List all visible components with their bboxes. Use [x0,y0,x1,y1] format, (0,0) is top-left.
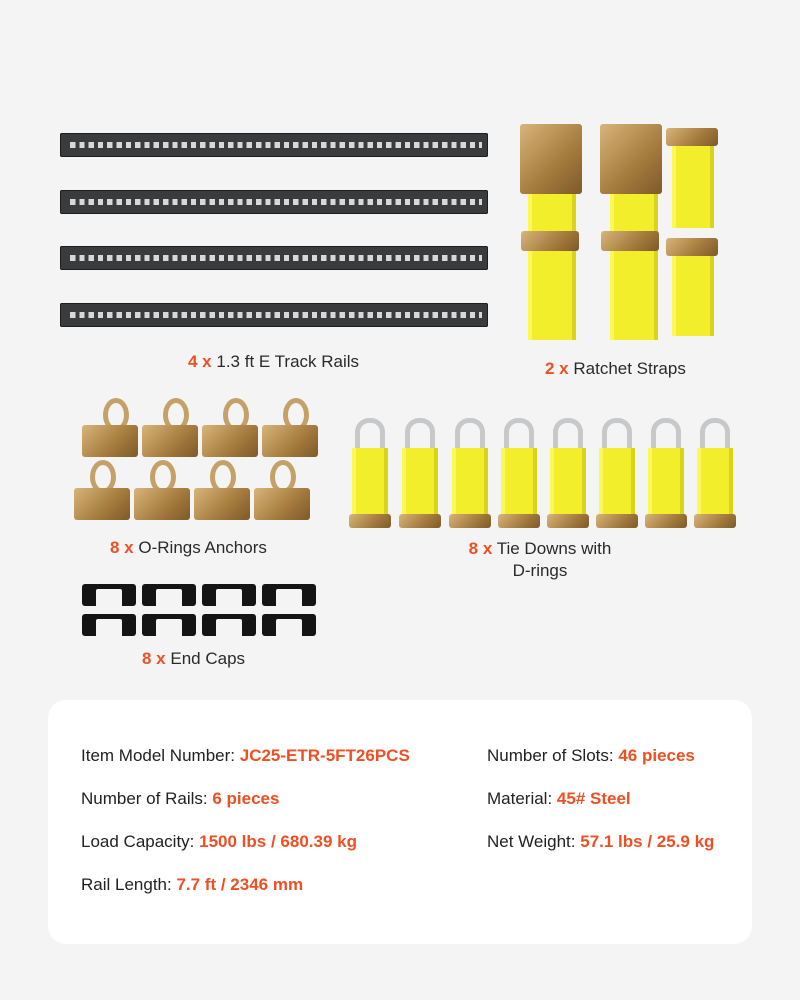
qty-label: 8 x [468,539,493,558]
e-fitting [547,514,589,528]
ratchet-strap [610,180,658,340]
tie-down-strap [697,448,733,516]
short-strap [672,140,714,228]
spec-label: Item Model Number: [81,746,240,765]
end-cap [202,614,256,636]
e-fitting [521,231,579,251]
caption-ratchet-straps [545,359,686,379]
item-label: O-Rings Anchors [138,538,267,557]
e-fitting [449,514,491,528]
e-fitting [498,514,540,528]
ratchet-mechanism [600,124,662,194]
spec-number-of-rails [81,789,279,809]
end-cap [82,614,136,636]
e-fitting [645,514,687,528]
spec-label: Net Weight: [487,832,581,851]
spec-number-of-slots [487,746,695,766]
specifications-card [48,700,752,944]
e-track-rail [60,303,488,327]
spec-rail-length [81,875,303,895]
spec-label: Number of Slots: [487,746,619,765]
caption-e-track-rails [188,352,359,372]
spec-label: Rail Length: [81,875,177,894]
e-fitting [666,128,718,146]
qty-label: 8 x [110,538,134,557]
ratchet-mechanism [520,124,582,194]
item-label: Tie Downs with [496,539,612,558]
e-fitting [349,514,391,528]
anchor-fitting [134,488,190,520]
caption-o-ring-anchors [110,538,267,558]
spec-value: 7.7 ft / 2346 mm [176,875,304,894]
e-fitting [666,238,718,256]
qty-label: 8 x [142,649,166,668]
spec-value: 1500 lbs / 680.39 kg [199,832,357,851]
item-label: End Caps [170,649,246,668]
e-fitting [694,514,736,528]
tie-down-strap [501,448,537,516]
spec-item-model-number [81,746,410,766]
anchor-fitting [262,425,318,457]
e-track-rail [60,190,488,214]
e-track-rail [60,246,488,270]
end-cap [262,614,316,636]
qty-label: 4 x [188,352,212,371]
item-label: Ratchet Straps [573,359,686,378]
anchor-fitting [74,488,130,520]
e-track-rail [60,133,488,157]
ratchet-strap [528,180,576,340]
e-fitting [596,514,638,528]
spec-label: Material: [487,789,557,808]
end-cap [262,584,316,606]
tie-down-strap [599,448,635,516]
tie-down-strap [352,448,388,516]
end-cap [142,614,196,636]
e-fitting [399,514,441,528]
spec-material [487,789,631,809]
spec-value: JC25-ETR-5FT26PCS [239,746,410,765]
caption-end-caps [142,649,245,669]
spec-load-capacity [81,832,357,852]
anchor-fitting [82,425,138,457]
spec-value: 6 pieces [212,789,280,808]
anchor-fitting [202,425,258,457]
anchor-fitting [254,488,310,520]
anchor-fitting [142,425,198,457]
tie-down-strap [452,448,488,516]
end-cap [82,584,136,606]
spec-value: 46 pieces [618,746,695,765]
tie-down-strap [648,448,684,516]
e-fitting [601,231,659,251]
tie-down-strap [402,448,438,516]
tie-down-strap [550,448,586,516]
spec-label: Load Capacity: [81,832,200,851]
item-label-line2: D-rings [512,561,568,580]
caption-tie-downs [440,538,640,582]
item-label: 1.3 ft E Track Rails [216,352,360,371]
end-cap [142,584,196,606]
spec-label: Number of Rails: [81,789,213,808]
qty-label: 2 x [545,359,569,378]
spec-value: 57.1 lbs / 25.9 kg [580,832,715,851]
spec-net-weight [487,832,714,852]
spec-value: 45# Steel [556,789,631,808]
end-cap [202,584,256,606]
short-strap [672,250,714,336]
anchor-fitting [194,488,250,520]
